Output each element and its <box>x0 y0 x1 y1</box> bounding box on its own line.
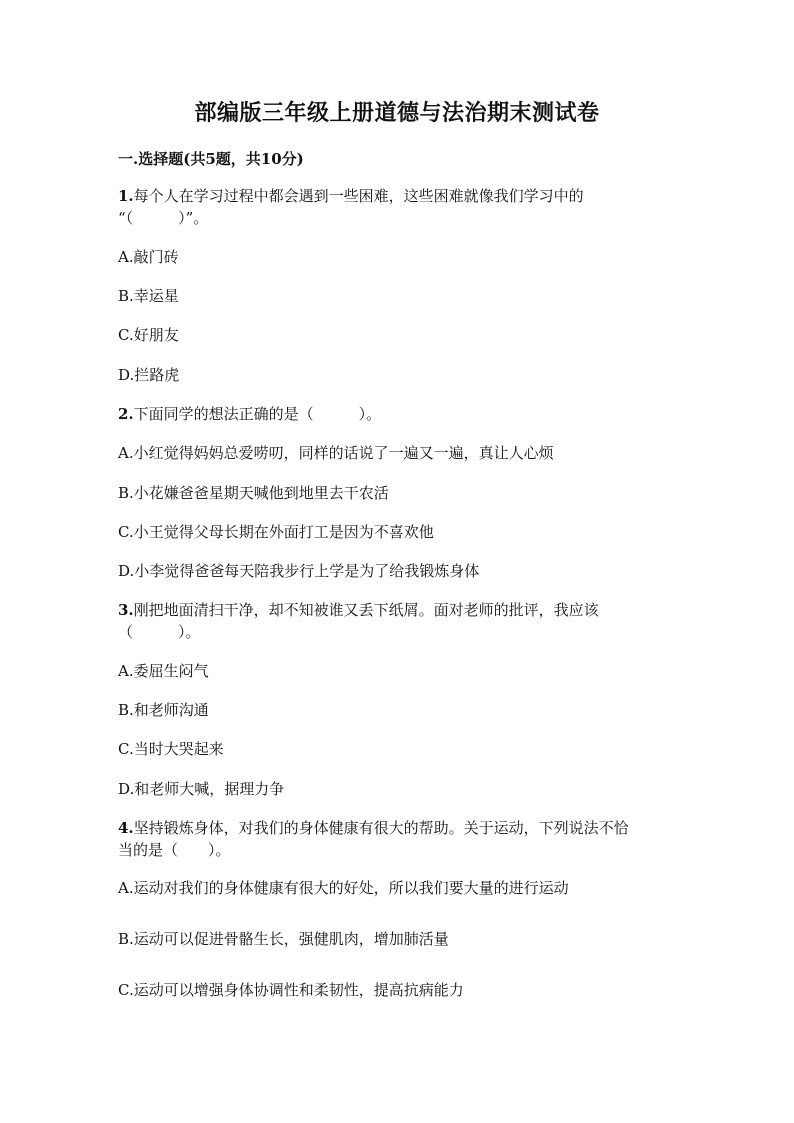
question-number: 3. <box>118 601 134 619</box>
question-1-stem <box>118 185 584 207</box>
section-heading: 一.选择题(共5题，共10分) <box>118 150 304 168</box>
question-4-option-a: A.运动对我们的身体健康有很大的好处，所以我们要大量的进行运动 <box>118 879 569 897</box>
question-1-option-c: C.好朋友 <box>118 326 179 344</box>
question-text: 刚把地面清扫干净，却不知被谁又丢下纸屑。面对老师的批评，我应该 <box>133 601 599 619</box>
question-text: 坚持锻炼身体，对我们的身体健康有很大的帮助。关于运动，下列说法不恰 <box>133 819 629 837</box>
question-4-stem <box>118 817 629 839</box>
question-1-stem-cont: “（ ）”。 <box>118 209 209 227</box>
question-1-option-b: B.幸运星 <box>118 287 179 305</box>
question-4-option-c: C.运动可以增强身体协调性和柔韧性，提高抗病能力 <box>118 981 464 999</box>
question-3-option-a: A.委屈生闷气 <box>118 662 209 680</box>
question-3-stem <box>118 599 599 621</box>
question-3-stem-cont: （ ）。 <box>118 623 201 641</box>
question-1-option-a: A.敲门砖 <box>118 248 179 266</box>
question-4-option-b: B.运动可以促进骨骼生长，强健肌肉，增加肺活量 <box>118 930 449 948</box>
document-title: 部编版三年级上册道德与法治期末测试卷 <box>194 100 600 126</box>
question-text: 每个人在学习过程中都会遇到一些困难，这些困难就像我们学习中的 <box>133 187 584 205</box>
question-3-option-d: D.和老师大喊，据理力争 <box>118 780 285 798</box>
question-number: 1. <box>118 187 134 205</box>
question-number: 4. <box>118 819 134 837</box>
question-1-option-d: D.拦路虎 <box>118 366 180 384</box>
question-text: 下面同学的想法正确的是（ ）。 <box>133 405 382 423</box>
question-number: 2. <box>118 405 134 423</box>
question-2-option-a: A.小红觉得妈妈总爱唠叨，同样的话说了一遍又一遍，真让人心烦 <box>118 444 554 462</box>
question-3-option-c: C.当时大哭起来 <box>118 740 224 758</box>
question-2-option-d: D.小李觉得爸爸每天陪我步行上学是为了给我锻炼身体 <box>118 562 480 580</box>
question-3-option-b: B.和老师沟通 <box>118 701 209 719</box>
question-2-stem <box>118 403 381 425</box>
question-2-option-b: B.小花嫌爸爸星期天喊他到地里去干农活 <box>118 484 389 502</box>
question-4-stem-cont: 当的是（ ）。 <box>118 841 231 859</box>
question-2-option-c: C.小王觉得父母长期在外面打工是因为不喜欢他 <box>118 523 434 541</box>
